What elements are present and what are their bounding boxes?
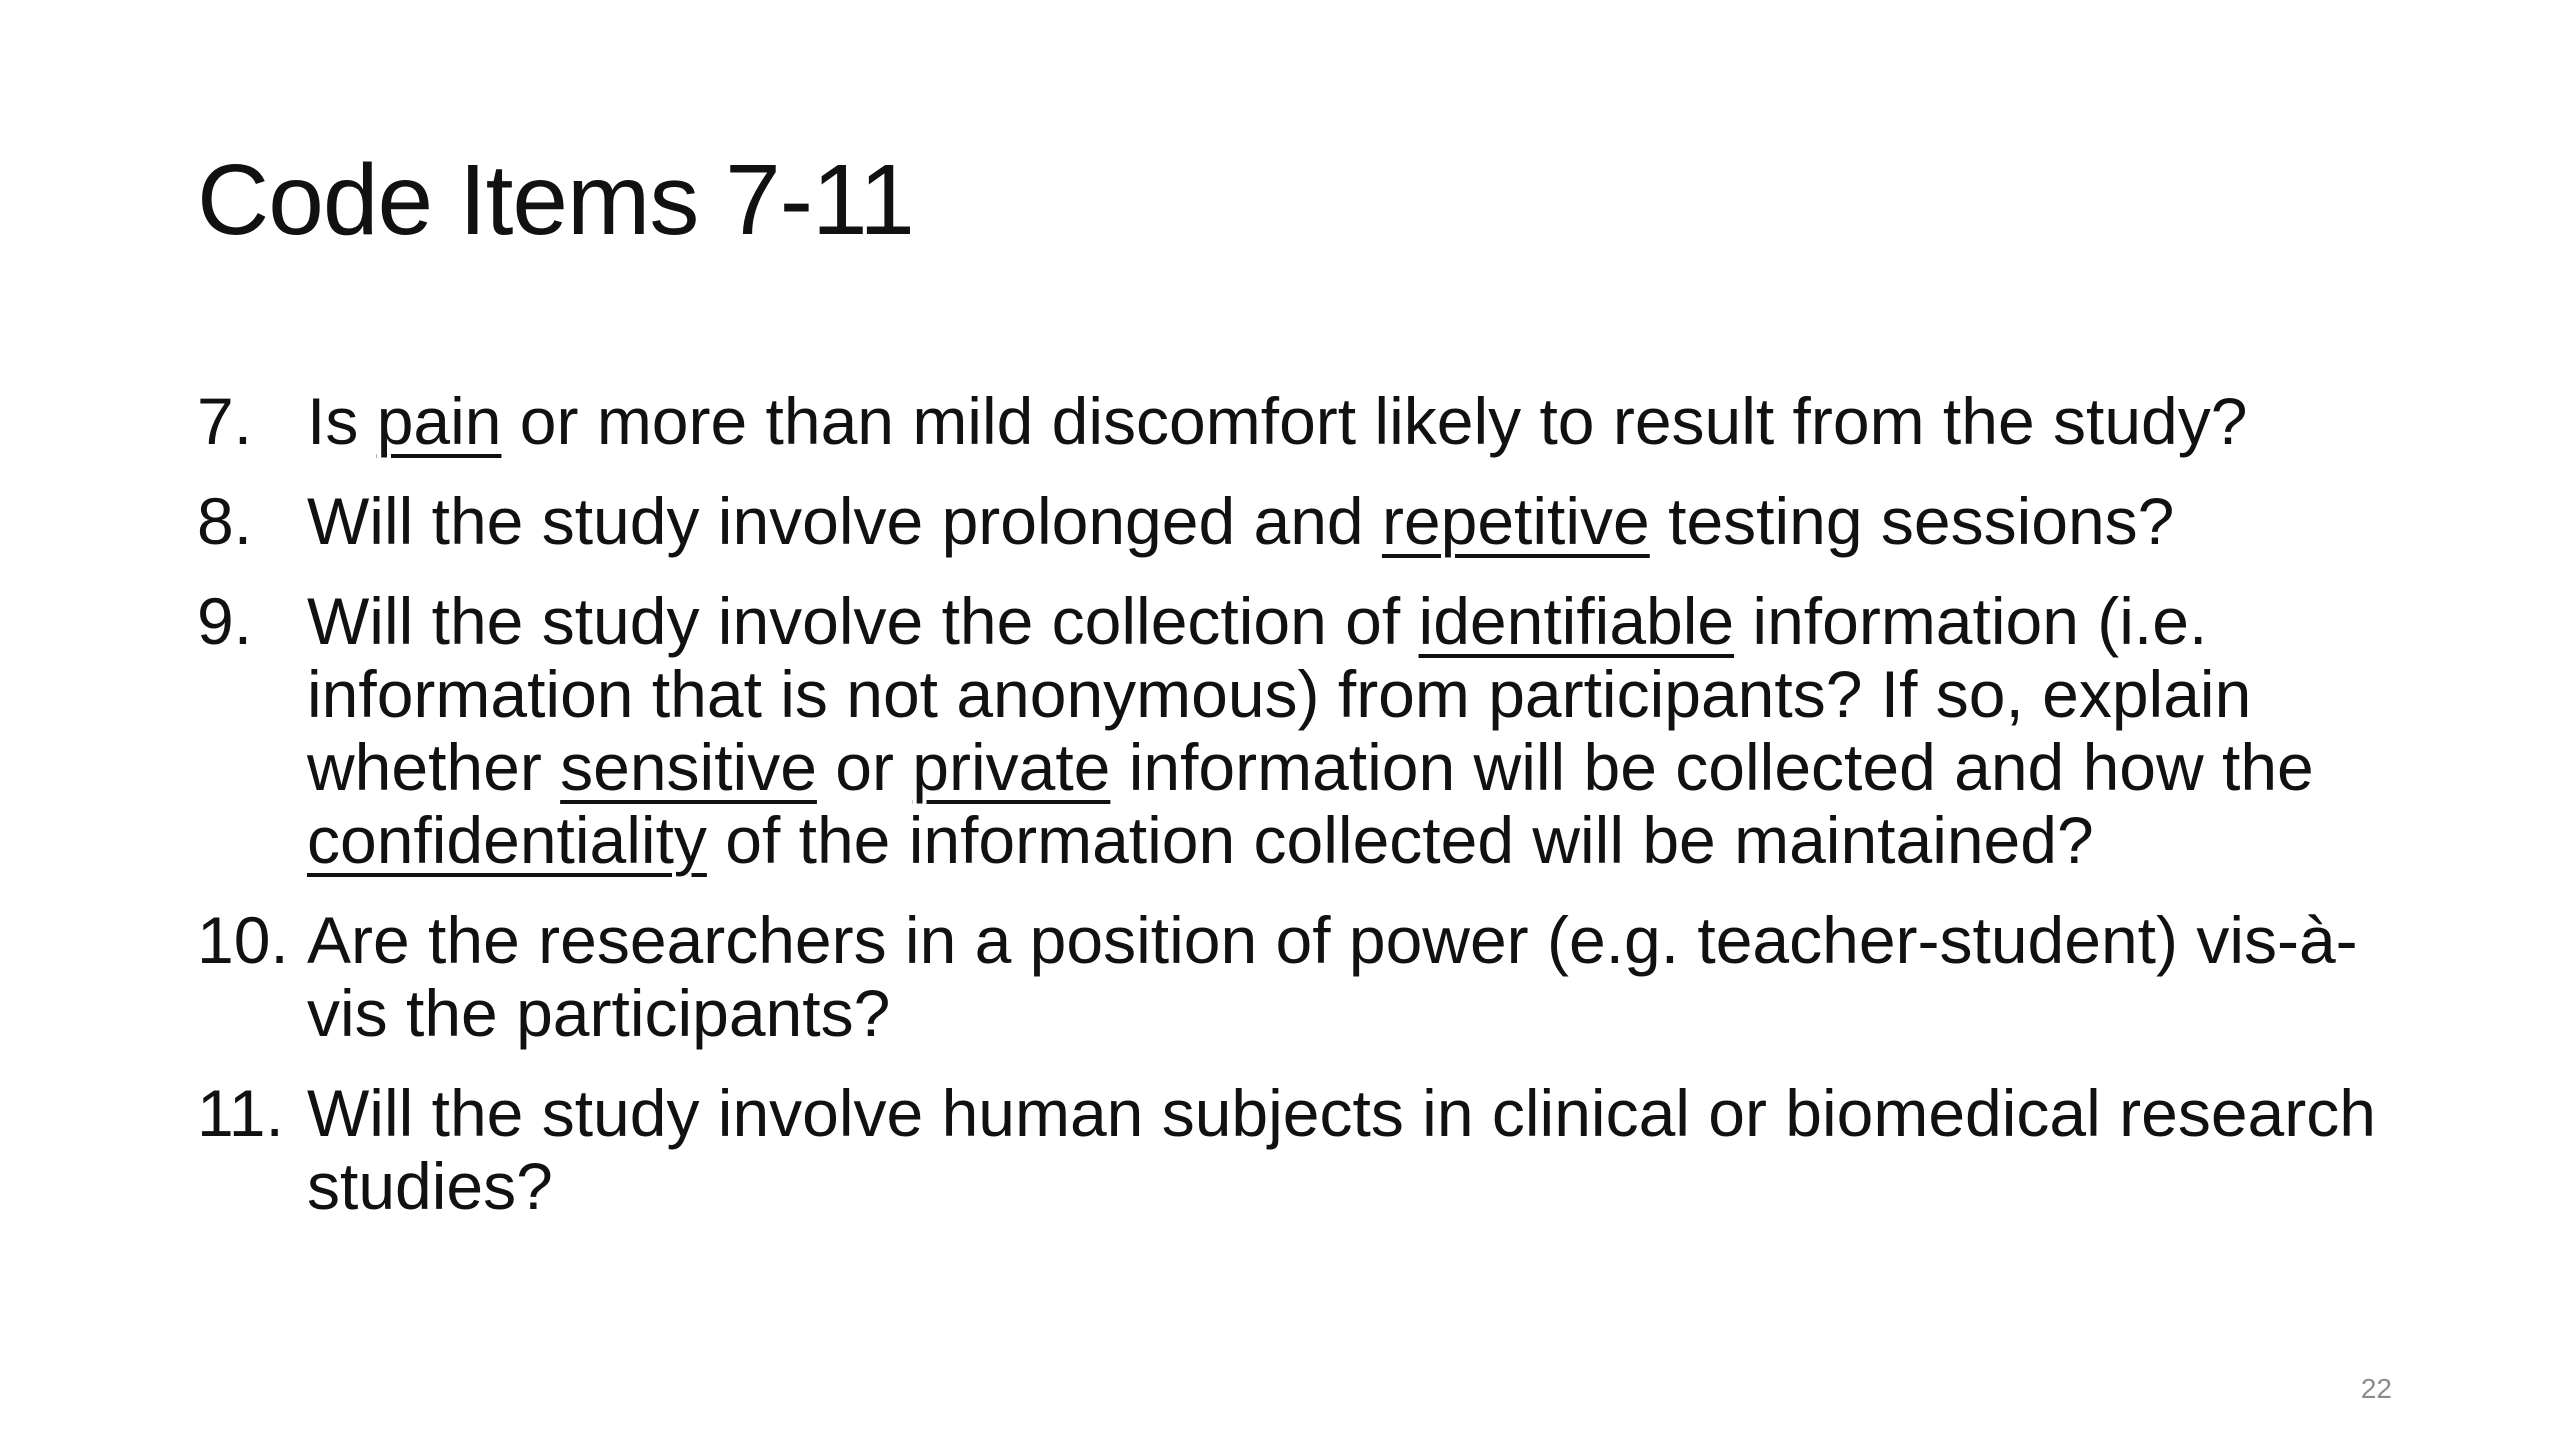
list-item: [197, 904, 2417, 1050]
text-segment: Will the study involve the collection of: [307, 584, 1419, 658]
text-segment: or: [816, 730, 913, 804]
list-item: [197, 385, 2417, 458]
text-segment: Are the researchers in a position of power (e.g. teacher-student) vis-à-vis the participants?: [307, 903, 2358, 1050]
item-number: 9.: [197, 584, 253, 658]
text-segment: information (i.e. information that is not anonymous) from participants? If so, explain whether: [307, 584, 2252, 804]
text-segment: Will the study involve human subjects in clinical or biomedical research studies?: [307, 1076, 2376, 1223]
underlined-term: repetitive: [1381, 484, 1650, 558]
item-number: 7.: [197, 384, 253, 458]
item-number: 11.: [197, 1076, 284, 1150]
list-item: [197, 1077, 2417, 1223]
underlined-term: confidentiality: [307, 803, 707, 877]
item-text: [307, 385, 2417, 458]
item-text: [307, 585, 2417, 877]
text-segment: or more than mild discomfort likely to result from the study?: [501, 384, 2248, 458]
item-number: 10.: [197, 903, 289, 977]
item-number: 8.: [197, 484, 253, 558]
list-item: [197, 585, 2417, 877]
text-segment: information will be collected and how the: [1110, 730, 2314, 804]
list-item: [197, 485, 2417, 558]
page-number: 22: [2360, 1373, 2392, 1404]
text-segment: Will the study involve prolonged and: [307, 484, 1382, 558]
text-segment: of the information collected will be maintained?: [706, 803, 2094, 877]
slide-title: Code Items 7-11: [197, 144, 914, 256]
code-items-list: [197, 385, 2417, 1250]
text-segment: Is: [307, 384, 377, 458]
item-text: [307, 485, 2417, 558]
underlined-term: pain: [376, 384, 502, 458]
text-segment: testing sessions?: [1649, 484, 2175, 558]
underlined-term: sensitive: [560, 730, 817, 804]
underlined-term: identifiable: [1418, 584, 1735, 658]
underlined-term: private: [912, 730, 1111, 804]
item-text: [307, 1077, 2417, 1223]
item-text: [307, 904, 2417, 1050]
